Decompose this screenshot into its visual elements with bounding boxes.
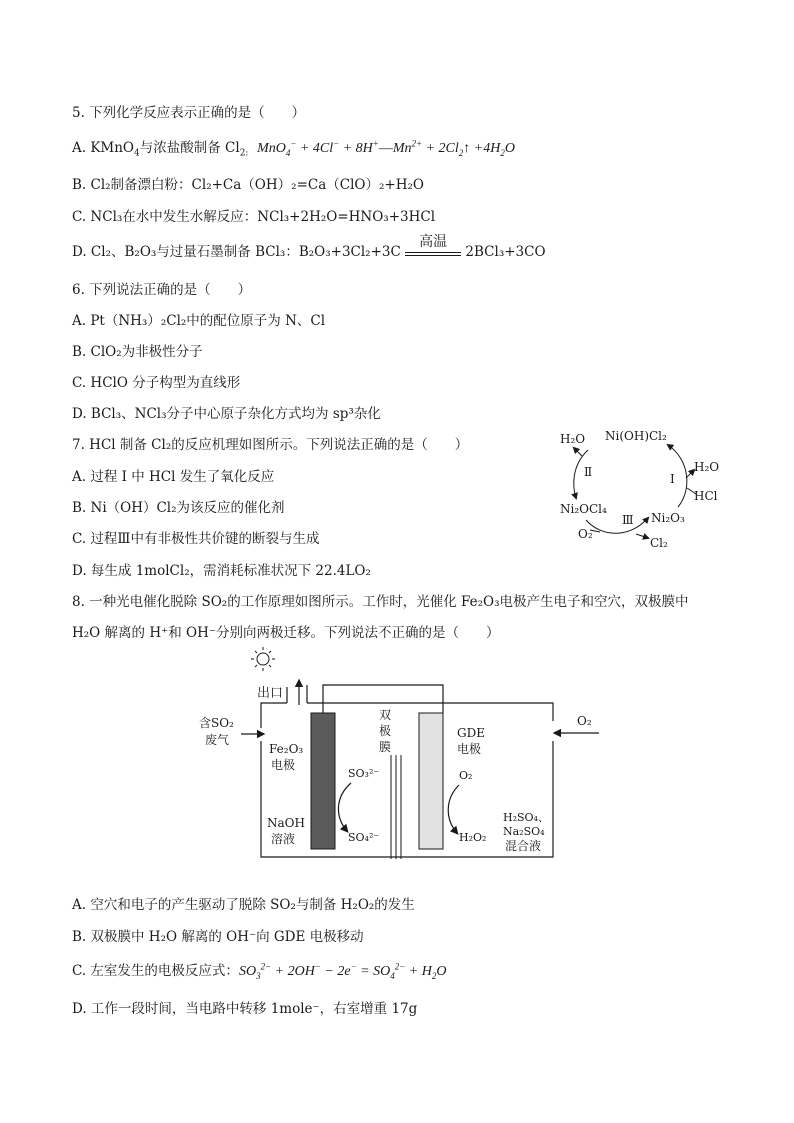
sun-icon [251, 647, 275, 671]
bipolar-membrane [391, 755, 401, 859]
q7-option-c: C. 过程Ⅲ中有非极性共价键的断裂与生成 [72, 531, 320, 547]
gde-electrode [419, 713, 443, 849]
cycle-hcl: HCl [694, 489, 718, 503]
q5-option-a: A. KMnO$_4$与浓盐酸制备 $Cl_{2:}$ $MnO_4^- + 4Cl^- + 8H^+—Mn^{2+}$ + $2Cl_2↑ +4H_2O$ [72, 138, 515, 159]
cycle-step-3: Ⅲ [622, 513, 634, 527]
so4-label: SO₄²⁻ [348, 831, 380, 844]
outlet-label: 出口 [257, 686, 284, 701]
q7-option-d: D. 每生成 1molCl₂，需消耗标准状况下 22.4LO₂ [72, 563, 371, 579]
q8-option-d: D. 工作一段时间，当电路中转移 1mole⁻，右室增重 17g [72, 1001, 418, 1017]
cycle-ni2ocl4: Ni₂OCl₄ [560, 502, 607, 516]
q6-stem: 6. 下列说法正确的是（ ） [72, 282, 252, 298]
q7-option-b: B. Ni（OH）Cl₂为该反应的催化剂 [72, 500, 285, 516]
inlet-so2-label: 含SO₂ [199, 716, 234, 730]
q5-d-products: 2BCl₃+3CO [465, 244, 546, 260]
q8-option-a: A. 空穴和电子的产生驱动了脱除 SO₂与制备 H₂O₂的发生 [72, 897, 415, 913]
q7-reaction-cycle-diagram [550, 420, 740, 560]
q5-d-equals-sign [405, 252, 461, 256]
cycle-arrow-cl2-out [636, 534, 648, 538]
cycle-h2o-left: H₂O [560, 432, 586, 446]
mix-label-3: 混合液 [505, 839, 542, 853]
q8-cell-diagram [195, 645, 615, 870]
q5-a-equation: $MnO_4^- + 4Cl^- + 8H^+—Mn^{2+}$ + $2Cl_2↑ +4H_2O$ [257, 138, 515, 158]
q8-c-text: C. 左室发生的电极反应式： [72, 963, 239, 979]
q8-option-b: B. 双极膜中 H₂O 解离的 OH⁻向 GDE 电极移动 [72, 929, 364, 945]
q6-option-c: C. HClO 分子构型为直线形 [72, 375, 241, 391]
q5-stem: 5. 下列化学反应表示正确的是（ ） [72, 105, 306, 121]
q8-c-equation: $SO_3^{2-} + 2OH^- - 2e^- = SO_4^{2-} + H_2O$ [238, 961, 447, 981]
q5-option-b: B. Cl₂制备漂白粉：Cl₂+Ca（OH）₂=Ca（ClO）₂+H₂O [72, 177, 424, 193]
q5-option-c: C. NCl₃在水中发生水解反应：NCl₃+2H₂O=HNO₃+3HCl [72, 209, 436, 225]
q6-option-b: B. ClO₂为非极性分子 [72, 344, 203, 360]
q8-stem-line2: H₂O 解离的 H⁺和 OH⁻分别向两极迁移。下列说法不正确的是（ ） [72, 625, 500, 641]
q7-option-a: A. 过程 Ⅰ 中 HCl 发生了氧化反应 [72, 469, 275, 485]
gde-label: GDE [457, 726, 485, 740]
fe2o3-label: Fe₂O₃ [269, 742, 304, 756]
left-electrode-label: 电极 [271, 758, 296, 772]
cycle-cl2: Cl₂ [650, 536, 668, 550]
bipolar-label-3: 膜 [379, 740, 392, 754]
q7-stem: 7. HCl 制备 Cl₂的反应机理如图所示。下列说法正确的是（ ） [72, 437, 469, 453]
cycle-arrow-h2o-out [686, 470, 694, 478]
cycle-o2: O₂ [578, 527, 593, 541]
h2o2-label: H₂O₂ [459, 831, 487, 844]
cycle-ni2o3: Ni₂O₃ [651, 511, 685, 525]
q5-a-text2: 与浓盐酸制备 Cl [139, 140, 240, 156]
fe2o3-electrode [311, 713, 335, 849]
q6-option-d: D. BCl₃、NCl₃分子中心原子杂化方式均为 sp³杂化 [72, 406, 381, 422]
o2-label: O₂ [459, 769, 473, 782]
q5-d-text: D. Cl₂、B₂O₃与过量石墨制备 BCl₃：B₂O₃+3Cl₂+3C [72, 244, 401, 260]
q6-option-a: A. Pt（NH₃）₂Cl₂中的配位原子为 N、Cl [72, 313, 326, 329]
left-reaction-arrow [338, 783, 351, 831]
cycle-h2o-right: H₂O [694, 460, 720, 474]
so3-label: SO₃²⁻ [348, 767, 380, 780]
bipolar-label-2: 极 [379, 724, 392, 738]
cycle-step-2: Ⅱ [584, 465, 593, 479]
bipolar-label-1: 双 [379, 708, 392, 722]
q5-a-text: A. KMnO [72, 140, 135, 156]
q8-stem-line1: 8. 一种光电催化脱除 SO₂的工作原理如图所示。工作时，光催化 Fe₂O₃电极产生电子和空穴，双极膜中 [72, 594, 689, 610]
mix-label-1: H₂SO₄、 [503, 811, 549, 824]
cycle-ni-oh-cl2: Ni(OH)Cl₂ [605, 429, 667, 443]
q5-d-condition: 高温 [419, 234, 448, 250]
inlet-waste-gas-label: 废气 [205, 733, 230, 747]
o2-inlet-label: O₂ [577, 714, 592, 728]
left-solution-label: 溶液 [271, 832, 296, 846]
mix-label-2: Na₂SO₄ [503, 825, 545, 838]
right-electrode-label: 电极 [457, 742, 482, 756]
cycle-arrow-h2o-left [574, 448, 582, 456]
q8-option-c [72, 962, 446, 981]
right-reaction-arrow [448, 785, 459, 833]
naoh-label: NaOH [267, 816, 305, 830]
cycle-step-1: Ⅰ [670, 472, 675, 486]
q5-option-d [72, 234, 546, 261]
